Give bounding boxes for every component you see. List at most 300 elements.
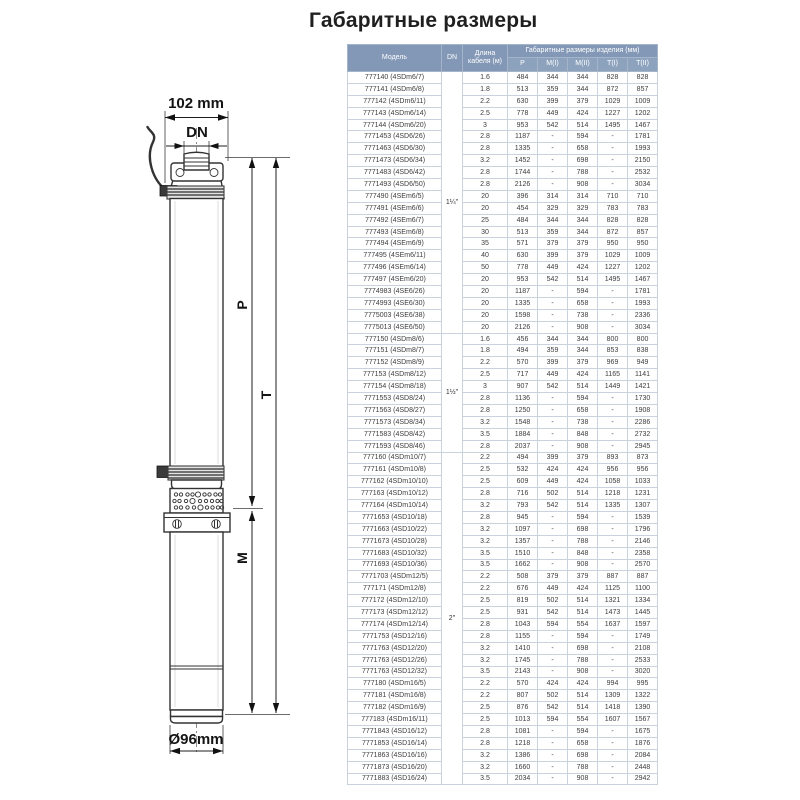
dimension-p bbox=[234, 158, 255, 506]
dimension-cell: 494 bbox=[508, 452, 538, 464]
dimension-cell: 1597 bbox=[628, 618, 658, 630]
dimension-cell: 1307 bbox=[628, 500, 658, 512]
table-row bbox=[348, 321, 658, 333]
model-cell: 777494 (4SEm6/9) bbox=[348, 238, 442, 250]
model-cell: 777144 (4SDm6/20) bbox=[348, 119, 442, 131]
dimension-dn-label: DN bbox=[186, 124, 208, 141]
model-cell: 777180 (4SDm16/5) bbox=[348, 678, 442, 690]
dimension-cell: 1165 bbox=[598, 369, 628, 381]
col-header-model: Модель bbox=[348, 45, 442, 72]
threaded-outlet bbox=[184, 152, 209, 170]
dimension-cell: 570 bbox=[508, 678, 538, 690]
dimension-cell: 594 bbox=[568, 630, 598, 642]
table-row bbox=[348, 179, 658, 191]
dimension-cell: 379 bbox=[538, 238, 568, 250]
cable-length-cell: 3 bbox=[463, 119, 508, 131]
cable-length-cell: 1.6 bbox=[463, 333, 508, 345]
dimension-cell: 2286 bbox=[628, 416, 658, 428]
pump-outline bbox=[148, 127, 231, 723]
dimension-cell: - bbox=[598, 547, 628, 559]
dimension-cell: 424 bbox=[568, 476, 598, 488]
dimension-cell: 1081 bbox=[508, 725, 538, 737]
cable-length-cell: 2.2 bbox=[463, 357, 508, 369]
dimension-cell: 2034 bbox=[508, 773, 538, 785]
cable-length-cell: 3.2 bbox=[463, 535, 508, 547]
cable-length-cell: 2.8 bbox=[463, 167, 508, 179]
dimension-cell: 788 bbox=[568, 654, 598, 666]
dimension-cell: 532 bbox=[508, 464, 538, 476]
dimension-cell: 484 bbox=[508, 72, 538, 84]
dimension-cell: 1662 bbox=[508, 559, 538, 571]
dimension-cell: 1335 bbox=[508, 143, 538, 155]
col-header-dimensions-group: Габаритные размеры изделия (мм) bbox=[508, 45, 658, 58]
dimension-cell: 396 bbox=[508, 190, 538, 202]
dimension-cell: 908 bbox=[568, 666, 598, 678]
dimension-cell: 950 bbox=[628, 238, 658, 250]
model-cell: 7775003 (4SE6/38) bbox=[348, 309, 442, 321]
dimension-cell: 344 bbox=[538, 72, 568, 84]
table-row bbox=[348, 547, 658, 559]
dimension-cell: 1421 bbox=[628, 381, 658, 393]
dimension-cell: - bbox=[598, 321, 628, 333]
dimension-cell: 953 bbox=[508, 274, 538, 286]
dimension-cell: 908 bbox=[568, 179, 598, 191]
dimension-cell: 872 bbox=[598, 83, 628, 95]
dimension-cell: 738 bbox=[568, 309, 598, 321]
dimension-cell: 2084 bbox=[628, 749, 658, 761]
dimension-cell: 2448 bbox=[628, 761, 658, 773]
dimension-cell: - bbox=[598, 630, 628, 642]
dn-group-cell: 1¼" bbox=[442, 72, 463, 334]
dimension-cell: 778 bbox=[508, 107, 538, 119]
cable-length-cell: 3.2 bbox=[463, 642, 508, 654]
cable-length-cell: 2.2 bbox=[463, 571, 508, 583]
model-cell: 7774983 (4SE6/26) bbox=[348, 286, 442, 298]
table-row bbox=[348, 274, 658, 286]
cable-length-cell: 30 bbox=[463, 226, 508, 238]
dimension-cell: - bbox=[538, 404, 568, 416]
dimension-cell: 1321 bbox=[598, 595, 628, 607]
dimension-cell: 344 bbox=[568, 345, 598, 357]
dimension-cell: 1452 bbox=[508, 155, 538, 167]
dimension-cell: 456 bbox=[508, 333, 538, 345]
dimension-t-label: T bbox=[258, 390, 274, 400]
dimension-cell: 793 bbox=[508, 500, 538, 512]
dimension-cell: 710 bbox=[598, 190, 628, 202]
cable-length-cell: 3.5 bbox=[463, 666, 508, 678]
dimension-cell: 314 bbox=[538, 190, 568, 202]
cable-length-cell: 20 bbox=[463, 202, 508, 214]
model-cell: 777496 (4SEm6/14) bbox=[348, 262, 442, 274]
dimension-cell: - bbox=[538, 286, 568, 298]
dimension-cell: 949 bbox=[628, 357, 658, 369]
dimension-cell: 1607 bbox=[598, 714, 628, 726]
table-row bbox=[348, 309, 658, 321]
cable-length-cell: 3.2 bbox=[463, 654, 508, 666]
dimension-cell: 1510 bbox=[508, 547, 538, 559]
model-cell: 777491 (4SEm6/6) bbox=[348, 202, 442, 214]
dimension-cell: 1548 bbox=[508, 416, 538, 428]
dimension-cell: 630 bbox=[508, 95, 538, 107]
dimension-cell: 2037 bbox=[508, 440, 538, 452]
dimension-cell: 1386 bbox=[508, 749, 538, 761]
dimension-cell: - bbox=[598, 523, 628, 535]
dimension-cell: - bbox=[598, 309, 628, 321]
cable-length-cell: 20 bbox=[463, 274, 508, 286]
cable-length-cell: 3.5 bbox=[463, 547, 508, 559]
dimension-cell: 676 bbox=[508, 583, 538, 595]
col-header-m2: М(II) bbox=[568, 58, 598, 72]
dimension-cell: - bbox=[538, 559, 568, 571]
model-cell: 7771483 (4SD6/42) bbox=[348, 167, 442, 179]
ribbed-band-top bbox=[167, 186, 224, 199]
table-row bbox=[348, 404, 658, 416]
dimension-cell: 424 bbox=[538, 464, 568, 476]
dimension-cell: 399 bbox=[538, 95, 568, 107]
dimension-cell: - bbox=[538, 428, 568, 440]
dimension-cell: - bbox=[598, 155, 628, 167]
dimension-cell: 908 bbox=[568, 773, 598, 785]
table-row bbox=[348, 476, 658, 488]
dimension-cell: 2945 bbox=[628, 440, 658, 452]
table-row bbox=[348, 500, 658, 512]
table-row bbox=[348, 571, 658, 583]
dimension-cell: 1876 bbox=[628, 737, 658, 749]
dimension-cell: 1097 bbox=[508, 523, 538, 535]
table-row bbox=[348, 333, 658, 345]
dimension-cell: 449 bbox=[538, 369, 568, 381]
dn-group-cell: 1½" bbox=[442, 333, 463, 452]
dimension-cell: 1749 bbox=[628, 630, 658, 642]
table-row bbox=[348, 559, 658, 571]
dimension-cell: - bbox=[598, 749, 628, 761]
dimension-cell: 710 bbox=[628, 190, 658, 202]
dimension-cell: 1029 bbox=[598, 250, 628, 262]
cable-length-cell: 20 bbox=[463, 286, 508, 298]
cable-length-cell: 3.5 bbox=[463, 773, 508, 785]
dimension-cell: 1033 bbox=[628, 476, 658, 488]
dimension-cell: 449 bbox=[538, 107, 568, 119]
dimension-cell: - bbox=[598, 416, 628, 428]
table-row bbox=[348, 690, 658, 702]
dimension-cell: 514 bbox=[568, 381, 598, 393]
dimension-cell: 848 bbox=[568, 428, 598, 440]
dimension-cell: 1781 bbox=[628, 131, 658, 143]
table-row bbox=[348, 155, 658, 167]
dimension-cell: - bbox=[538, 654, 568, 666]
dimension-cell: 828 bbox=[598, 214, 628, 226]
model-cell: 7775013 (4SE6/50) bbox=[348, 321, 442, 333]
cable-length-cell: 3.5 bbox=[463, 559, 508, 571]
dimension-cell: 1744 bbox=[508, 167, 538, 179]
model-cell: 777162 (4SDm10/10) bbox=[348, 476, 442, 488]
model-cell: 7771593 (4SD8/46) bbox=[348, 440, 442, 452]
dimension-cell: 1993 bbox=[628, 143, 658, 155]
model-cell: 7771683 (4SD10/32) bbox=[348, 547, 442, 559]
dimension-cell: 379 bbox=[568, 357, 598, 369]
dn-group-cell: 2" bbox=[442, 452, 463, 785]
dimension-cell: 359 bbox=[538, 226, 568, 238]
table-row bbox=[348, 393, 658, 405]
cable-length-cell: 2.5 bbox=[463, 107, 508, 119]
dimension-cell: 379 bbox=[568, 571, 598, 583]
intake-screen bbox=[170, 489, 224, 514]
dimension-cell: 658 bbox=[568, 737, 598, 749]
dimension-cell: 1781 bbox=[628, 286, 658, 298]
cable-length-cell: 2.2 bbox=[463, 690, 508, 702]
dimension-102mm-label: 102 mm bbox=[168, 95, 224, 112]
dimension-cell: 2143 bbox=[508, 666, 538, 678]
dimension-cell: 778 bbox=[508, 262, 538, 274]
dimension-cell: 542 bbox=[538, 274, 568, 286]
dimension-cell: 449 bbox=[538, 583, 568, 595]
col-header-dn: DN bbox=[442, 45, 463, 72]
model-cell: 777182 (4SDm16/9) bbox=[348, 702, 442, 714]
table-row bbox=[348, 440, 658, 452]
dimension-cell: 542 bbox=[538, 381, 568, 393]
dimension-cell: - bbox=[598, 167, 628, 179]
table-row bbox=[348, 749, 658, 761]
model-cell: 777143 (4SDm6/14) bbox=[348, 107, 442, 119]
pump-neck bbox=[172, 480, 222, 489]
dimension-cell: 344 bbox=[568, 83, 598, 95]
table-row bbox=[348, 297, 658, 309]
model-cell: 7771573 (4SD8/34) bbox=[348, 416, 442, 428]
model-cell: 7771863 (4SD16/16) bbox=[348, 749, 442, 761]
dimension-cell: - bbox=[538, 630, 568, 642]
pump-dimension-diagram bbox=[0, 0, 345, 800]
dimension-cell: 344 bbox=[568, 226, 598, 238]
dimension-cell: 542 bbox=[538, 702, 568, 714]
dimension-cell: 1567 bbox=[628, 714, 658, 726]
model-cell: 777171 (4SDm12/8) bbox=[348, 583, 442, 595]
cable-length-cell: 2.8 bbox=[463, 179, 508, 191]
dimension-cell: 1675 bbox=[628, 725, 658, 737]
model-cell: 777497 (4SEm6/20) bbox=[348, 274, 442, 286]
dimension-cell: - bbox=[538, 167, 568, 179]
cable-length-cell: 3.2 bbox=[463, 523, 508, 535]
dimension-cell: 514 bbox=[568, 274, 598, 286]
dimension-cell: 571 bbox=[508, 238, 538, 250]
table-row bbox=[348, 607, 658, 619]
dimension-cell: 542 bbox=[538, 119, 568, 131]
dimension-cell: 969 bbox=[598, 357, 628, 369]
model-cell: 777174 (4SDm12/14) bbox=[348, 618, 442, 630]
table-row bbox=[348, 618, 658, 630]
table-row bbox=[348, 737, 658, 749]
dimension-cell: 344 bbox=[538, 333, 568, 345]
cable-length-cell: 2.5 bbox=[463, 607, 508, 619]
dimension-cell: 1745 bbox=[508, 654, 538, 666]
table-row bbox=[348, 678, 658, 690]
dimension-cell: - bbox=[598, 428, 628, 440]
dimension-cell: 800 bbox=[628, 333, 658, 345]
dimension-cell: 2126 bbox=[508, 321, 538, 333]
table-row bbox=[348, 535, 658, 547]
cable-length-cell: 3.2 bbox=[463, 155, 508, 167]
cable-length-cell: 2.8 bbox=[463, 404, 508, 416]
dimension-cell: 344 bbox=[568, 333, 598, 345]
table-row bbox=[348, 595, 658, 607]
table-row bbox=[348, 202, 658, 214]
model-cell: 777163 (4SDm10/12) bbox=[348, 488, 442, 500]
dimension-cell: - bbox=[538, 155, 568, 167]
table-row bbox=[348, 107, 658, 119]
dimension-m bbox=[234, 511, 255, 713]
dimension-cell: 1125 bbox=[598, 583, 628, 595]
dimension-cell: 630 bbox=[508, 250, 538, 262]
dimension-cell: 594 bbox=[568, 725, 598, 737]
dimension-cell: 502 bbox=[538, 488, 568, 500]
dimension-cell: 1730 bbox=[628, 393, 658, 405]
dimension-cell: 698 bbox=[568, 642, 598, 654]
dimension-cell: 2126 bbox=[508, 179, 538, 191]
dimension-cell: 1467 bbox=[628, 119, 658, 131]
table-row bbox=[348, 345, 658, 357]
dimension-cell: 1418 bbox=[598, 702, 628, 714]
dimension-cell: 514 bbox=[568, 500, 598, 512]
cable-length-cell: 2.2 bbox=[463, 452, 508, 464]
dimension-cell: 594 bbox=[568, 393, 598, 405]
model-cell: 7771703 (4SDm12/5) bbox=[348, 571, 442, 583]
dimension-cell: 594 bbox=[568, 286, 598, 298]
dimension-cell: 848 bbox=[568, 547, 598, 559]
dimension-cell: 514 bbox=[568, 119, 598, 131]
dimension-cell: 424 bbox=[538, 678, 568, 690]
cable-length-cell: 1.6 bbox=[463, 72, 508, 84]
table-row bbox=[348, 523, 658, 535]
table-row bbox=[348, 654, 658, 666]
dimension-cell: 1013 bbox=[508, 714, 538, 726]
dimension-cell: - bbox=[598, 511, 628, 523]
coupling-flange bbox=[164, 513, 230, 532]
cable-length-cell: 35 bbox=[463, 238, 508, 250]
model-cell: 7771453 (4SD6/26) bbox=[348, 131, 442, 143]
dimension-cell: 379 bbox=[568, 238, 598, 250]
col-header-m1: М(I) bbox=[538, 58, 568, 72]
model-cell: 7771563 (4SD8/27) bbox=[348, 404, 442, 416]
model-cell: 777181 (4SDm16/8) bbox=[348, 690, 442, 702]
table-row bbox=[348, 190, 658, 202]
model-cell: 7771873 (4SD16/20) bbox=[348, 761, 442, 773]
dimension-cell: - bbox=[598, 737, 628, 749]
cable-length-cell: 3.2 bbox=[463, 749, 508, 761]
model-cell: 7771763 (4SD12/32) bbox=[348, 666, 442, 678]
table-row bbox=[348, 464, 658, 476]
cable-length-cell: 2.5 bbox=[463, 476, 508, 488]
cable-length-cell: 2.8 bbox=[463, 618, 508, 630]
dimension-cell: 1335 bbox=[598, 500, 628, 512]
col-header-cable-length: Длина кабеля (м) bbox=[463, 45, 508, 72]
table-row bbox=[348, 214, 658, 226]
dimension-cell: 1495 bbox=[598, 119, 628, 131]
model-cell: 777173 (4SDm12/12) bbox=[348, 607, 442, 619]
dimension-cell: - bbox=[598, 725, 628, 737]
table-row bbox=[348, 167, 658, 179]
dimension-cell: 1043 bbox=[508, 618, 538, 630]
dimension-cell: 1218 bbox=[508, 737, 538, 749]
dimension-cell: 872 bbox=[598, 226, 628, 238]
dimension-cell: 1660 bbox=[508, 761, 538, 773]
dimension-cell: 379 bbox=[568, 95, 598, 107]
dimension-cell: 819 bbox=[508, 595, 538, 607]
dimension-cell: 3034 bbox=[628, 179, 658, 191]
dimension-cell: 2570 bbox=[628, 559, 658, 571]
dimension-cell: 788 bbox=[568, 535, 598, 547]
dimension-m-label: M bbox=[234, 552, 250, 564]
cable-length-cell: 50 bbox=[463, 262, 508, 274]
dimension-t bbox=[258, 158, 279, 713]
dimension-cell: 424 bbox=[568, 369, 598, 381]
model-cell: 7771843 (4SD16/12) bbox=[348, 725, 442, 737]
dimension-cell: 484 bbox=[508, 214, 538, 226]
dimension-cell: 449 bbox=[538, 476, 568, 488]
dimension-cell: - bbox=[538, 523, 568, 535]
table-row bbox=[348, 761, 658, 773]
model-cell: 7771583 (4SD8/42) bbox=[348, 428, 442, 440]
dimension-cell: 658 bbox=[568, 143, 598, 155]
dimension-cell: 399 bbox=[538, 452, 568, 464]
dimension-cell: 1993 bbox=[628, 297, 658, 309]
table-row bbox=[348, 702, 658, 714]
dimension-cell: - bbox=[538, 666, 568, 678]
cable-length-cell: 2.5 bbox=[463, 702, 508, 714]
dimension-cell: - bbox=[598, 179, 628, 191]
dimension-cell: 399 bbox=[538, 250, 568, 262]
model-cell: 777492 (4SEm6/7) bbox=[348, 214, 442, 226]
dimension-cell: 945 bbox=[508, 511, 538, 523]
dimension-cell: 2146 bbox=[628, 535, 658, 547]
dimension-cell: 876 bbox=[508, 702, 538, 714]
dimension-cell: 807 bbox=[508, 690, 538, 702]
dimension-cell: - bbox=[538, 773, 568, 785]
cable-length-cell: 2.8 bbox=[463, 630, 508, 642]
table-row bbox=[348, 83, 658, 95]
dimension-cell: - bbox=[538, 131, 568, 143]
dimension-cell: 570 bbox=[508, 357, 538, 369]
cable-length-cell: 40 bbox=[463, 250, 508, 262]
table-row bbox=[348, 773, 658, 785]
table-row bbox=[348, 250, 658, 262]
cable-length-cell: 2.8 bbox=[463, 725, 508, 737]
table-row bbox=[348, 511, 658, 523]
dimension-cell: 424 bbox=[568, 583, 598, 595]
dimension-cell: 717 bbox=[508, 369, 538, 381]
cable-length-cell: 2.8 bbox=[463, 511, 508, 523]
dimension-cell: 956 bbox=[628, 464, 658, 476]
dimension-cell: 2150 bbox=[628, 155, 658, 167]
dimension-cell: 1009 bbox=[628, 95, 658, 107]
dimension-diameter bbox=[168, 725, 223, 754]
dimension-cell: 1058 bbox=[598, 476, 628, 488]
dimension-cell: 609 bbox=[508, 476, 538, 488]
model-cell: 7771553 (4SD8/24) bbox=[348, 393, 442, 405]
dimension-cell: 1009 bbox=[628, 250, 658, 262]
motor-body bbox=[170, 532, 223, 710]
model-cell: 777154 (4SDm8/18) bbox=[348, 381, 442, 393]
dimension-cell: - bbox=[538, 321, 568, 333]
dimension-cell: - bbox=[598, 404, 628, 416]
dimension-cell: 1335 bbox=[508, 297, 538, 309]
model-cell: 7771463 (4SD6/30) bbox=[348, 143, 442, 155]
dimension-cell: 1250 bbox=[508, 404, 538, 416]
dimension-cell: 1100 bbox=[628, 583, 658, 595]
table-row bbox=[348, 725, 658, 737]
dimension-cell: 950 bbox=[598, 238, 628, 250]
cable-length-cell: 20 bbox=[463, 321, 508, 333]
model-cell: 7771763 (4SD12/26) bbox=[348, 654, 442, 666]
model-cell: 7771753 (4SD12/16) bbox=[348, 630, 442, 642]
